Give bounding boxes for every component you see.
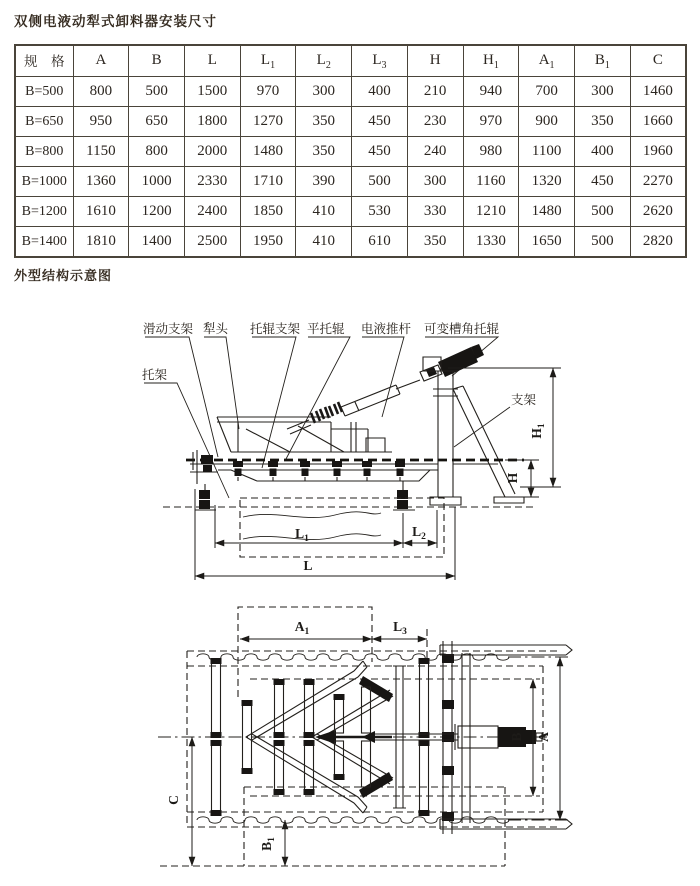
- table-cell: 2330: [184, 167, 240, 197]
- table-cell: 610: [352, 227, 408, 258]
- table-cell: 450: [352, 107, 408, 137]
- col-header-L: L: [184, 45, 240, 77]
- table-cell: 500: [352, 167, 408, 197]
- col-header-B: B: [129, 45, 185, 77]
- table-cell: 1210: [463, 197, 519, 227]
- table-cell: 650: [129, 107, 185, 137]
- dim-label-C: C: [166, 795, 181, 805]
- table-cell: 1810: [73, 227, 129, 258]
- motor: [438, 347, 478, 377]
- row-spec-cell: B=1400: [15, 227, 73, 258]
- table-cell: 450: [574, 167, 630, 197]
- table-cell: 970: [240, 77, 296, 107]
- conveyor-frame: [163, 460, 533, 507]
- table-cell: 1100: [519, 137, 575, 167]
- table-cell: 970: [463, 107, 519, 137]
- table-cell: 1400: [129, 227, 185, 258]
- table-cell: 1330: [463, 227, 519, 258]
- col-header-L1: $L_1$: [240, 45, 296, 77]
- dim-label-L: L: [303, 558, 313, 573]
- table-cell: 1460: [630, 77, 686, 107]
- dim-label-L2: $L_2$: [412, 524, 426, 542]
- table-cell: 400: [352, 77, 408, 107]
- row-spec-cell: B=650: [15, 107, 73, 137]
- structure-diagrams: [0, 300, 700, 886]
- table-cell: 410: [296, 227, 352, 258]
- table-cell: 950: [73, 107, 129, 137]
- table-cell: 350: [407, 227, 463, 258]
- table-cell: 1950: [240, 227, 296, 258]
- spec-table: [14, 44, 687, 258]
- col-header-C: C: [630, 45, 686, 77]
- dim-label-H1: $H_1$: [529, 423, 547, 439]
- table-row: [15, 137, 686, 167]
- table-cell: 350: [296, 137, 352, 167]
- dim-label-L3: $L_3$: [393, 619, 407, 637]
- table-cell: 400: [574, 137, 630, 167]
- table-cell: 2500: [184, 227, 240, 258]
- table-cell: 1000: [129, 167, 185, 197]
- table-cell: 1200: [129, 197, 185, 227]
- table-body: [15, 77, 686, 258]
- col-header-spec: 规 格: [15, 45, 73, 77]
- label-plow-head: 犁头: [203, 322, 229, 336]
- table-cell: 390: [296, 167, 352, 197]
- table-cell: 1960: [630, 137, 686, 167]
- table-header-row: [15, 45, 686, 77]
- table-cell: 1270: [240, 107, 296, 137]
- table-cell: 1650: [519, 227, 575, 258]
- dim-label-A1: $A_1$: [294, 619, 310, 637]
- table-cell: 300: [296, 77, 352, 107]
- table-cell: 2400: [184, 197, 240, 227]
- row-spec-cell: B=1000: [15, 167, 73, 197]
- table-cell: 450: [352, 137, 408, 167]
- table-cell: 980: [463, 137, 519, 167]
- col-header-A: A: [73, 45, 129, 77]
- table-cell: 2820: [630, 227, 686, 258]
- plan-view-diagram: [158, 607, 572, 866]
- table-cell: 800: [73, 77, 129, 107]
- label-sliding-bracket: 滑动支架: [143, 322, 194, 336]
- table-cell: 900: [519, 107, 575, 137]
- table-cell: 500: [574, 197, 630, 227]
- table-cell: 500: [129, 77, 185, 107]
- col-header-L3: $L_3$: [352, 45, 408, 77]
- table-row: [15, 197, 686, 227]
- table-cell: 210: [407, 77, 463, 107]
- table-cell: 1480: [519, 197, 575, 227]
- table-cell: 1360: [73, 167, 129, 197]
- table-cell: 1320: [519, 167, 575, 197]
- side-view-diagram: [142, 321, 561, 580]
- col-header-A1: $A_1$: [519, 45, 575, 77]
- dim-label-B: B: [509, 732, 524, 742]
- table-cell: 240: [407, 137, 463, 167]
- table-cell: 1660: [630, 107, 686, 137]
- dim-label-B1: $B_1$: [259, 837, 277, 851]
- table-cell: 1610: [73, 197, 129, 227]
- table-cell: 350: [574, 107, 630, 137]
- col-header-H1: $H_1$: [463, 45, 519, 77]
- table-cell: 530: [352, 197, 408, 227]
- table-cell: 500: [574, 227, 630, 258]
- table-cell: 2270: [630, 167, 686, 197]
- support-column: [430, 371, 524, 505]
- table-cell: 2000: [184, 137, 240, 167]
- row-spec-cell: B=500: [15, 77, 73, 107]
- label-hydraulic-pusher: 电液推杆: [361, 322, 412, 336]
- table-cell: 1150: [73, 137, 129, 167]
- label-variable-angle-roller: 可变槽角托辊: [424, 322, 500, 336]
- table-cell: 940: [463, 77, 519, 107]
- table-cell: 800: [129, 137, 185, 167]
- table-cell: 1160: [463, 167, 519, 197]
- table-cell: 230: [407, 107, 463, 137]
- page-title: 双侧电液动犁式卸料器安装尺寸: [14, 14, 217, 29]
- table-row: [15, 107, 686, 137]
- dim-label-A: A: [536, 732, 551, 742]
- table-cell: 330: [407, 197, 463, 227]
- table-cell: 700: [519, 77, 575, 107]
- table-cell: 2620: [630, 197, 686, 227]
- row-spec-cell: B=800: [15, 137, 73, 167]
- table-cell: 350: [296, 107, 352, 137]
- table-cell: 300: [574, 77, 630, 107]
- col-header-H: H: [407, 45, 463, 77]
- label-roller-bracket: 托辊支架: [250, 322, 301, 336]
- dim-label-L1: $L_1$: [295, 526, 309, 544]
- table-cell: 410: [296, 197, 352, 227]
- section-title: 外型结构示意图: [14, 268, 113, 283]
- table-row: [15, 167, 686, 197]
- table-cell: 1480: [240, 137, 296, 167]
- table-cell: 1800: [184, 107, 240, 137]
- dim-label-H: H: [505, 472, 520, 484]
- table-row: [15, 227, 686, 258]
- side-view-dimensions: [195, 368, 561, 580]
- table-cell: 1710: [240, 167, 296, 197]
- label-support: 支架: [511, 393, 537, 407]
- table-cell: 1500: [184, 77, 240, 107]
- col-header-B1: $B_1$: [574, 45, 630, 77]
- table-row: [15, 77, 686, 107]
- label-flat-roller: 平托辊: [307, 322, 345, 336]
- row-spec-cell: B=1200: [15, 197, 73, 227]
- col-header-L2: $L_2$: [296, 45, 352, 77]
- table-cell: 1850: [240, 197, 296, 227]
- table-cell: 300: [407, 167, 463, 197]
- label-carrier: 托架: [142, 368, 168, 382]
